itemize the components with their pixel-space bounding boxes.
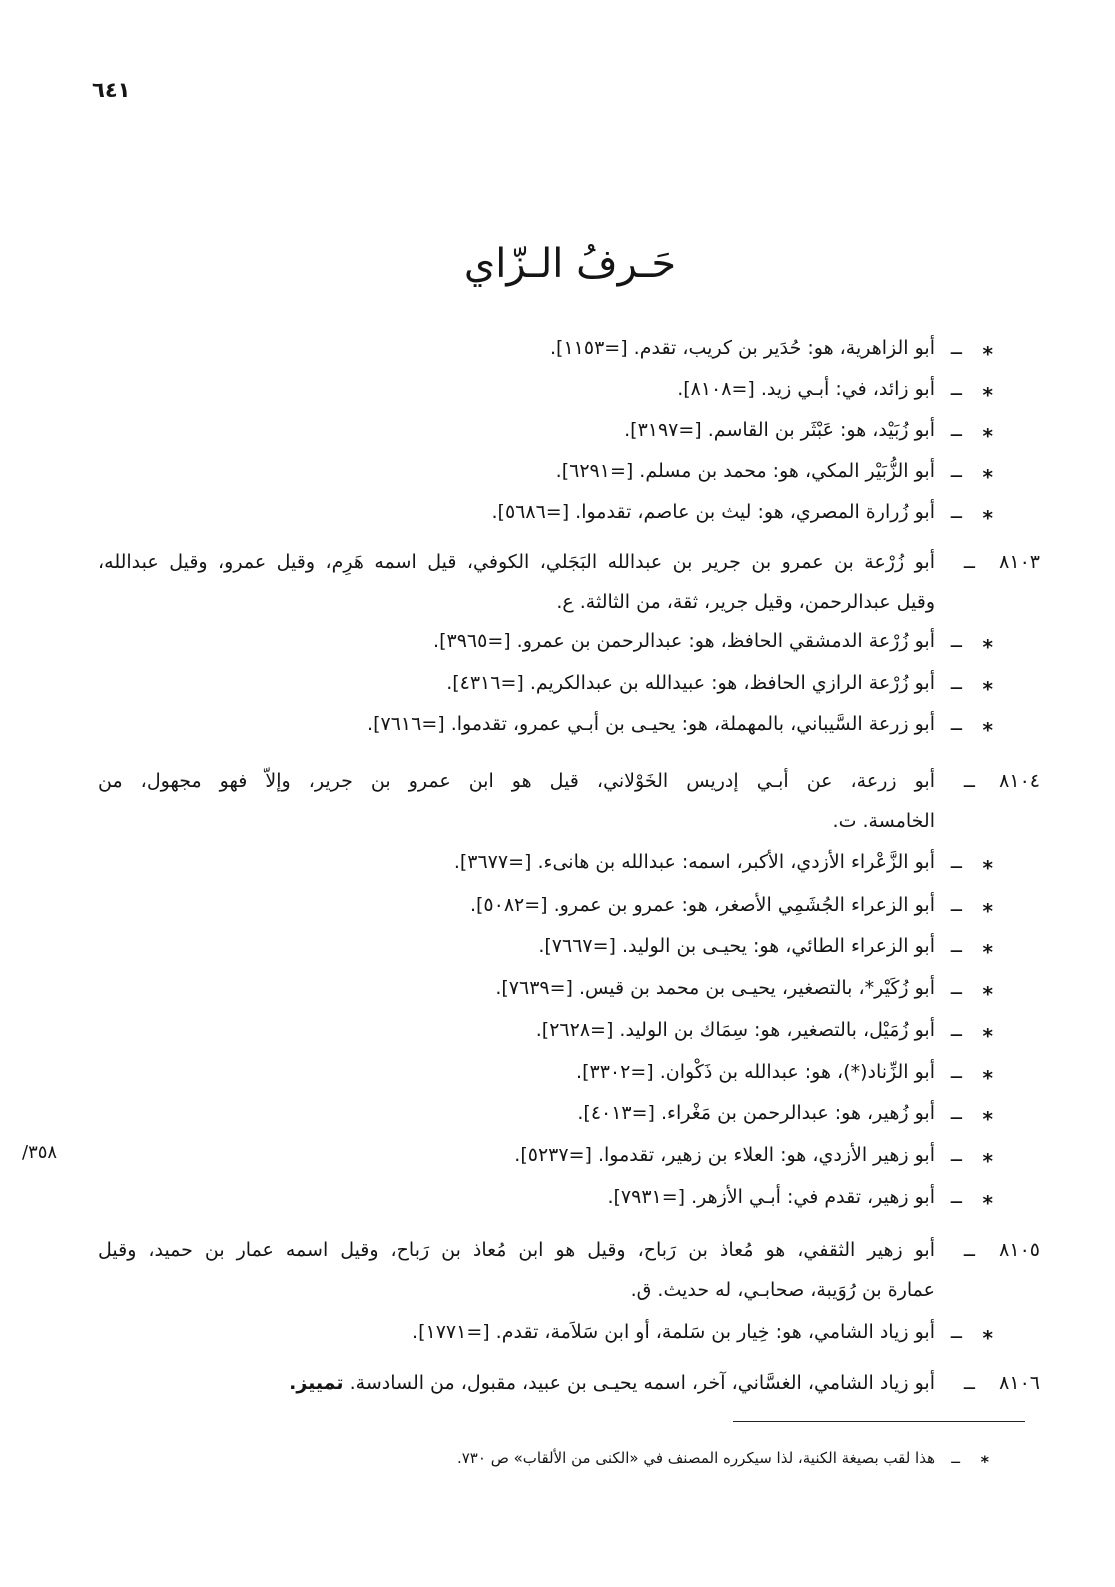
numbered-entry xyxy=(0,1363,1115,1403)
entry-text: أبو الزِّناد(*)، هو: عبدالله بن ذَكْوان. [=٣٣٠٢]. xyxy=(576,1061,935,1083)
asterisk-marker: * xyxy=(982,1191,993,1215)
entry-text: أبو الزُّبَيْر المكي، هو: محمد بن مسلم. [=٦٢٩١]. xyxy=(555,460,935,482)
entry-dash: ــ xyxy=(963,1372,975,1394)
numbered-entry xyxy=(0,542,1115,622)
asterisk-marker: * xyxy=(982,1326,993,1350)
numbered-entry xyxy=(0,761,1115,841)
footnote-marker: * xyxy=(980,1452,989,1471)
entry-text-line: عمارة بن رُوَيبة، صحابـي، له حديث. ق. xyxy=(630,1279,935,1301)
entry-text: أبو الزاهرية، هو: حُدَير بن كريب، تقدم. [=١١٥٣]. xyxy=(550,337,935,359)
tamyiz-label: تمييز. xyxy=(289,1372,344,1394)
numbered-entry xyxy=(0,1230,1115,1310)
entry-text-line: أبو زُرْعة بن عمرو بن جرير بن عبدالله البَجَلي، الكوفي، قيل اسمه هَرِم، وقيل عمرو، وقيل عبدالله، xyxy=(98,551,935,573)
asterisk-marker: * xyxy=(982,1107,993,1131)
index-entry xyxy=(0,885,1115,925)
asterisk-marker: * xyxy=(982,899,993,923)
asterisk-marker: * xyxy=(982,940,993,964)
index-entry xyxy=(0,1093,1115,1133)
entry-text-line: أبو زرعة، عن أبـي إدريس الخَوْلاني، قيل هو ابن عمرو بن جرير، وإلاّ فهو مجهول، من xyxy=(98,770,935,792)
entry-text: أبو زُمَيْل، بالتصغير، هو: سِمَاك بن الوليد. [=٢٦٢٨]. xyxy=(535,1019,935,1041)
entry-number: ٨١٠٥ xyxy=(999,1239,1040,1261)
entry-text-body: أبو زياد الشامي، الغسَّاني، آخر، اسمه يحيـى بن عبيد، مقبول، من السادسة. xyxy=(349,1372,935,1394)
entry-dash: ــ xyxy=(950,1061,962,1083)
asterisk-marker: * xyxy=(982,856,993,880)
asterisk-marker: * xyxy=(982,465,993,489)
entry-text: أبو زائد، في: أبـي زيد. [=٨١٠٨]. xyxy=(677,378,935,400)
entry-dash: ــ xyxy=(950,378,962,400)
entry-text: أبو زُهير، هو: عبدالرحمن بن مَغْراء. [=٤٠١٣]. xyxy=(577,1102,935,1124)
entry-dash: ــ xyxy=(950,1019,962,1041)
asterisk-marker: * xyxy=(982,718,993,742)
asterisk-marker: * xyxy=(982,383,993,407)
index-entry xyxy=(0,1052,1115,1092)
index-entry xyxy=(0,1010,1115,1050)
entry-text: أبو الزعراء الطائي، هو: يحيـى بن الوليد. [=٧٦٦٧]. xyxy=(538,935,935,957)
entry-dash: ــ xyxy=(950,501,962,523)
entry-dash: ــ xyxy=(950,1321,962,1343)
entry-dash: ــ xyxy=(950,460,962,482)
index-entry xyxy=(0,704,1115,744)
entry-dash: ــ xyxy=(950,1102,962,1124)
index-entry xyxy=(0,663,1115,703)
index-entry xyxy=(0,1135,1115,1175)
entry-text xyxy=(289,1363,935,1403)
entry-dash: ــ xyxy=(950,935,962,957)
entry-dash: ــ xyxy=(963,770,975,792)
entry-text: أبو الزعراء الجُشَمِي الأصغر، هو: عمرو بن عمرو. [=٥٠٨٢]. xyxy=(469,894,935,916)
asterisk-marker: * xyxy=(982,1024,993,1048)
entry-dash: ــ xyxy=(950,1144,962,1166)
asterisk-marker: * xyxy=(982,1149,993,1173)
entry-text: أبو زُكَيْر*، بالتصغير، يحيـى بن محمد بن قيس. [=٧٦٣٩]. xyxy=(495,977,935,999)
asterisk-marker: * xyxy=(982,342,993,366)
index-entry xyxy=(0,451,1115,491)
entry-text: أبو الزَّعْراء الأزدي، الأكبر، اسمه: عبدالله بن هانىء. [=٣٦٧٧]. xyxy=(453,851,935,873)
index-entry xyxy=(0,1177,1115,1217)
index-entry xyxy=(0,842,1115,882)
footnote-text: هذا لقب بصيغة الكنية، لذا سيكرره المصنف في «الكنى من الألقاب» ص ٧٣٠. xyxy=(456,1449,935,1467)
asterisk-marker: * xyxy=(982,424,993,448)
entry-text: أبو زياد الشامي، هو: خِيار بن سَلمة، أو ابن سَلاَمة، تقدم. [=١٧٧١]. xyxy=(412,1321,935,1343)
entry-number: ٨١٠٦ xyxy=(999,1372,1040,1394)
entry-dash: ــ xyxy=(950,851,962,873)
entry-number: ٨١٠٤ xyxy=(999,770,1040,792)
entry-dash: ــ xyxy=(950,419,962,441)
entry-dash: ــ xyxy=(963,551,975,573)
entry-text: أبو زُبَيْد، هو: عَبْثَر بن القاسم. [=٣١٩٧]. xyxy=(624,419,935,441)
entry-dash: ــ xyxy=(950,1186,962,1208)
index-entry xyxy=(0,1312,1115,1352)
entry-text-line: وقيل عبدالرحمن، وقيل جرير، ثقة، من الثالثة. ع. xyxy=(556,591,935,613)
entry-text: أبو زهير، تقدم في: أبـي الأزهر. [=٧٩٣١]. xyxy=(607,1186,935,1208)
entry-dash: ــ xyxy=(950,630,962,652)
asterisk-marker: * xyxy=(982,677,993,701)
entry-dash: ــ xyxy=(950,713,962,735)
index-entry xyxy=(0,621,1115,661)
entry-text: أبو زُرْعة الرازي الحافظ، هو: عبيدالله بن عبدالكريم. [=٤٣١٦]. xyxy=(446,672,935,694)
entry-number: ٨١٠٣ xyxy=(999,551,1040,573)
entry-dash: ــ xyxy=(950,977,962,999)
index-entry xyxy=(0,492,1115,532)
index-entry xyxy=(0,369,1115,409)
page-number: ٦٤١ xyxy=(92,78,131,102)
entry-text: أبو زهير الأزدي، هو: العلاء بن زهير، تقدموا. [=٥٢٣٧]. xyxy=(514,1144,935,1166)
index-entry xyxy=(0,926,1115,966)
margin-volume-page-note: /٣٥٨ xyxy=(22,1142,58,1163)
footnote-rule xyxy=(733,1421,1025,1422)
entry-dash: ــ xyxy=(950,337,962,359)
asterisk-marker: * xyxy=(982,1066,993,1090)
asterisk-marker: * xyxy=(982,506,993,530)
index-entry xyxy=(0,968,1115,1008)
page-title: حَـرفُ الـزّاي xyxy=(463,241,677,287)
entry-dash: ــ xyxy=(963,1239,975,1261)
footnote xyxy=(0,1442,1115,1474)
asterisk-marker: * xyxy=(982,982,993,1006)
entry-text: أبو زرعة السَّيباني، بالمهملة، هو: يحيـى بن أبـي عمرو، تقدموا. [=٧٦١٦]. xyxy=(367,713,935,735)
entry-text: أبو زُرارة المصري، هو: ليث بن عاصم، تقدموا. [=٥٦٨٦]. xyxy=(491,501,935,523)
entry-text-line: الخامسة. ت. xyxy=(832,810,935,832)
entry-dash: ــ xyxy=(950,672,962,694)
asterisk-marker: * xyxy=(982,635,993,659)
entry-text-line: أبو زهير الثقفي، هو مُعاذ بن رَباح، وقيل هو ابن مُعاذ بن رَباح، وقيل اسمه عمار بن حميد، وقيل xyxy=(98,1239,935,1261)
index-entry xyxy=(0,328,1115,368)
index-entry xyxy=(0,410,1115,450)
entry-text: أبو زُرْعة الدمشقي الحافظ، هو: عبدالرحمن بن عمرو. [=٣٩٦٥]. xyxy=(433,630,935,652)
footnote-dash: ــ xyxy=(951,1449,960,1467)
entry-dash: ــ xyxy=(950,894,962,916)
